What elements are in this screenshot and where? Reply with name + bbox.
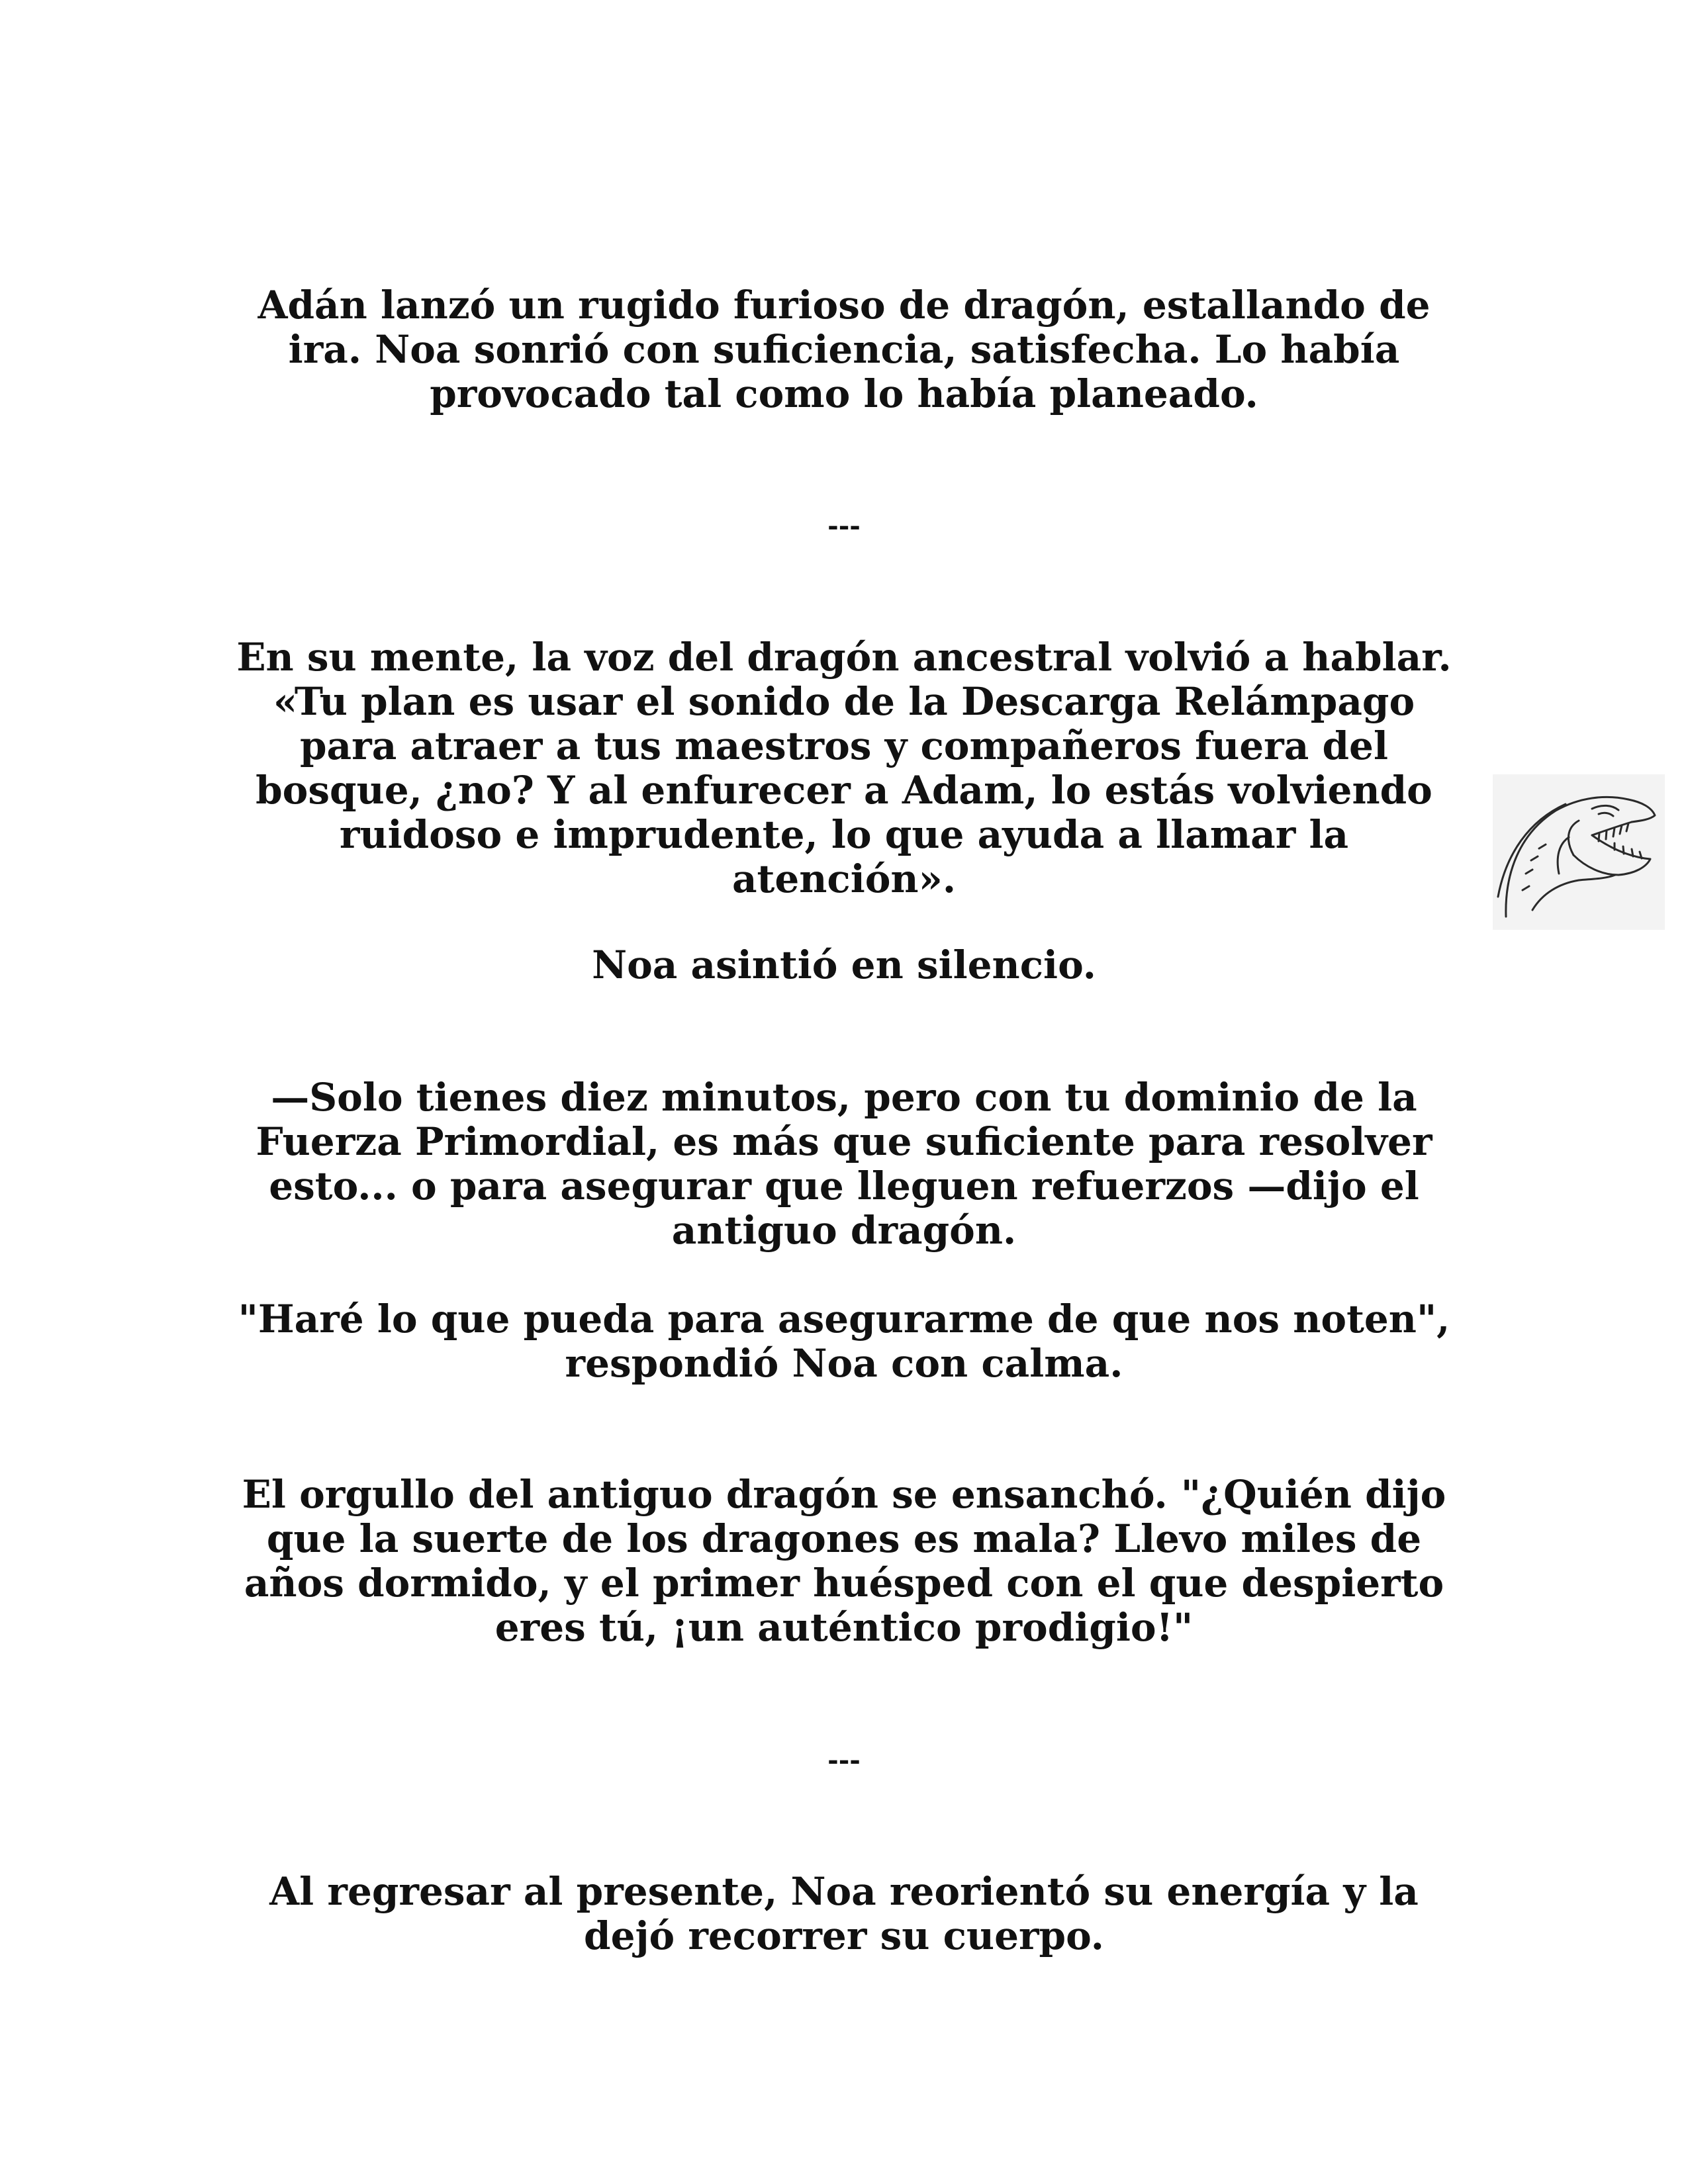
- scene-separator: ---: [827, 510, 861, 541]
- scene-separator: ---: [827, 1745, 861, 1776]
- dragon-head-sketch-icon: [1493, 774, 1665, 930]
- paragraph-5: "Haré lo que pueda para asegurarme de que nos noten", respondió Noa con calma.: [238, 1297, 1450, 1386]
- paragraph-2: En su mente, la voz del dragón ancestral volvió a hablar. «Tu plan es usar el sonido de la Descarga Relámpago para atraer a tus maestros y compañeros fuera del bosque, ¿no? Y al enfurecer a Adam, lo estás volviendo ruidoso e imprudente, lo que ayuda a llamar la atención».: [236, 635, 1452, 901]
- paragraph-3: Noa asintió en silencio.: [592, 942, 1096, 987]
- paragraph-7: Al regresar al presente, Noa reorientó su energía y la dejó recorrer su cuerpo.: [269, 1869, 1419, 1958]
- paragraph-1: Adán lanzó un rugido furioso de dragón, estallando de ira. Noa sonrió con suficiencia, satisfecha. Lo había provocado tal como lo había planeado.: [258, 283, 1430, 416]
- paragraph-4: —Solo tienes diez minutos, pero con tu dominio de la Fuerza Primordial, es más que suficiente para resolver esto... o para asegurar que lleguen refuerzos —dijo el antiguo dragón.: [256, 1075, 1432, 1253]
- paragraph-6: El orgullo del antiguo dragón se ensanchó. "¿Quién dijo que la suerte de los dragones es mala? Llevo miles de años dormido, y el primer huésped con el que despierto eres tú, ¡un auténtico prodigio!": [242, 1472, 1446, 1650]
